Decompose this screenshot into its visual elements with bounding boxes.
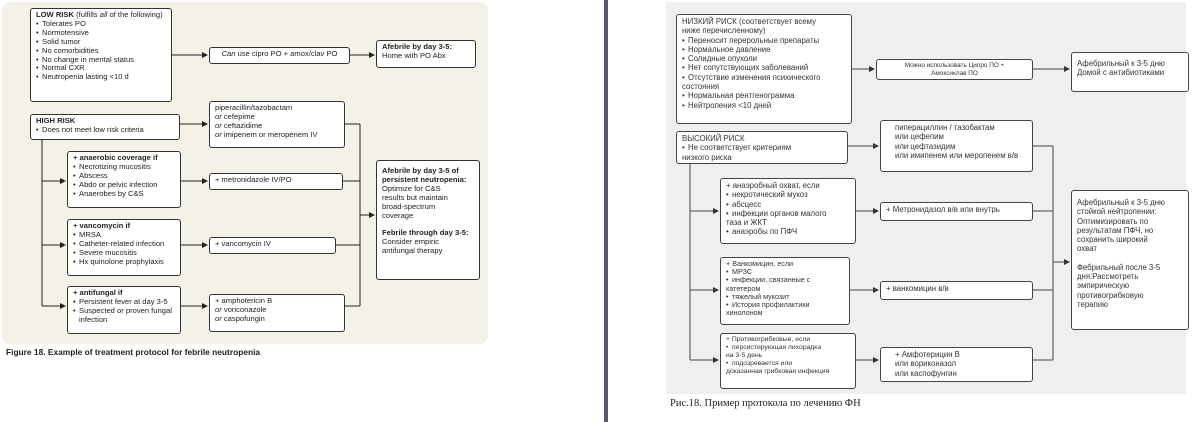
antifungal-criteria-box: + antifungal if • Persistent fever at day 3-5 • Suspected or proven fungal infection [67,286,181,334]
list-item: • Abdo or pelvic infection [73,181,175,190]
figure-caption: Figure 18. Example of treatment protocol for febrile neutropenia [6,347,261,357]
anaerobic-box: + anaerobic coverage if • Necrotizing mucositis • Abscess • Abdo or pelvic infection • Anaerobes by C&S [67,151,181,208]
list-item: • Solid tumor [36,38,166,47]
low-risk-title: LOW RISK [36,10,74,19]
list-item: • Persistent fever at day 3-5 [73,298,175,307]
ru-cipro-box: Можно использовать Ципро ПО + Амоксиклав ПО [876,59,1033,80]
list-item: • Нейтропения <10 дней [682,101,846,110]
list-item: • Suspected or proven fungal infection [73,307,179,325]
low-risk-box: LOW RISK (fulfills all of the following) • Tolerates PO • Normotensive • Solid tumor • No comorbidities • No change in mental status • Normal CXR • Neutropenia lasting <10 d [30,8,172,102]
ru-antifungal-criteria-box: + Противогрибковые, если • персистирующая лихорадка на 3-5 день • подозревается или доказанная грибковая инфекция [720,333,856,389]
afebrile-home-box: Afebrile by day 3-5: Home with PO Abx [376,40,476,68]
list-item: • Hx quinolone prophylaxis [73,258,175,267]
ru-anaerobic-box: + анаэробный охват, если • некротический мукоз • абсцесс • инфекции органов малого таза и ЖКТ • анаэробы по ПФЧ [720,178,856,244]
list-item: • No comorbidities [36,47,166,56]
list-item: • инфекции органов малого [726,209,850,218]
list-item: • тяжелый мукозит [726,293,844,301]
list-item: • История профилактики [726,301,844,309]
list-item: • Abscess [73,172,175,181]
ru-low-risk-title: НИЗКИЙ РИСК (соответствует всему [682,17,816,26]
list-item: • Переносит перерольные препараты [682,36,846,45]
list-item: • No change in mental status [36,56,166,65]
list-item: • Anaerobes by C&S [73,190,175,199]
list-item: • Солидные опухоли [682,54,846,63]
amphotericin-box: + amphotericin B or voriconazole or caspofungin [209,294,345,332]
list-item: • MRSA [73,231,175,240]
list-item: • Не соответствует критериям [682,143,842,152]
list-item: • Does not meet low risk criteria [36,126,174,135]
list-item: • некротический мукоз [726,190,850,199]
list-item: • Нет сопутствующих заболеваний [682,63,846,72]
ru-vancomycin-criteria-box: + Ванкомицин, если • МРЗС • инфекции, связанные с катетером • тяжелый мукозит • История профилактики хинолоном [720,257,850,325]
list-item: • Normal CXR [36,64,166,73]
ru-vancomycin-box: + ванкомицин в/в [880,281,1033,300]
ru-afebrile-home-box: Афебрильный к 3-5 дню Домой с антибиотиками [1071,52,1189,92]
list-item: • Нормальное давление [682,45,846,54]
ru-high-risk-box: ВЫСОКИЙ РИСК • Не соответствует критериям низкого риска [676,131,848,164]
cipro-box: Can use cipro PO + amox/clav PO [209,47,350,64]
list-item: • Нормальная рентгенограмма [682,91,846,100]
list-item: • абсцесс [726,200,850,209]
metronidazole-box: + metronidazole IV/PO [209,173,343,190]
ru-afebrile-persistent-box: Афебрильный к 3-5 дню стойкой нейтропении: Оптимизировать по результатам ПФЧ, но сохранить широкий охват Фебрильный после 3-5 дня:Рассмотреть эмпирическую противогрибковую терапию [1071,190,1189,330]
list-item: • Tolerates PO [36,20,166,29]
vancomycin-criteria-box: + vancomycin if • MRSA • Catheter-related infection • Severe mucositis • Hx quinolone prophylaxis [67,219,181,276]
list-item: • Catheter-related infection [73,240,175,249]
list-item: • Normotensive [36,29,166,38]
high-risk-title: HIGH RISK [36,116,76,125]
list-item: • подозревается или [726,360,850,368]
list-item: • персистирующая лихорадка [726,344,850,352]
list-item: • Severe mucositis [73,249,175,258]
pip-box: piperacillin/tazobactam or cefepime or ceftazidime or imipenem or meropenem IV [209,101,345,148]
ru-pip-box: пиперациллин / тазобактам или цефепим или цефтазидим или имипенем или меропенем в/в [880,120,1033,172]
vancomycin-box: + vancomycin IV [209,237,336,254]
list-item: • МРЗС [726,268,844,276]
ru-metronidazole-box: + Метронидазол в/в или внутрь [880,202,1033,221]
ru-figure-caption: Рис.18. Пример протокола по лечению ФН [670,398,861,409]
ru-low-risk-box: НИЗКИЙ РИСК (соответствует всему ниже перечисленному) • Переносит перерольные препараты • Нормальное давление • Солидные опухоли • Нет сопутствующих заболеваний • Отсутствие изменения психического состояния • Нормальная рентгенограмма • Нейтропения <10 дней [676,14,852,124]
list-item: • Отсутствие изменения психического [682,73,846,82]
list-item: • Neutropenia lasting <10 d [36,73,166,82]
afebrile-persistent-box: Afebrile by day 3-5 of persistent neutropenia: Optimize for C&S results but maintain broad-spectrum coverage Febrile through day 3-5: Consider empiric antifungal therapy [376,160,480,280]
high-risk-box [30,114,180,140]
ru-high-risk-title: ВЫСОКИЙ РИСК [682,134,745,143]
list-item: • инфекции, связанные с [726,276,844,284]
list-item: • Necrotizing mucositis [73,163,175,172]
list-item: • анаэробы по ПФЧ [726,227,850,236]
ru-amphotericin-box: + Амфотерицин В или вориконазол или каспофунгин [880,347,1033,382]
